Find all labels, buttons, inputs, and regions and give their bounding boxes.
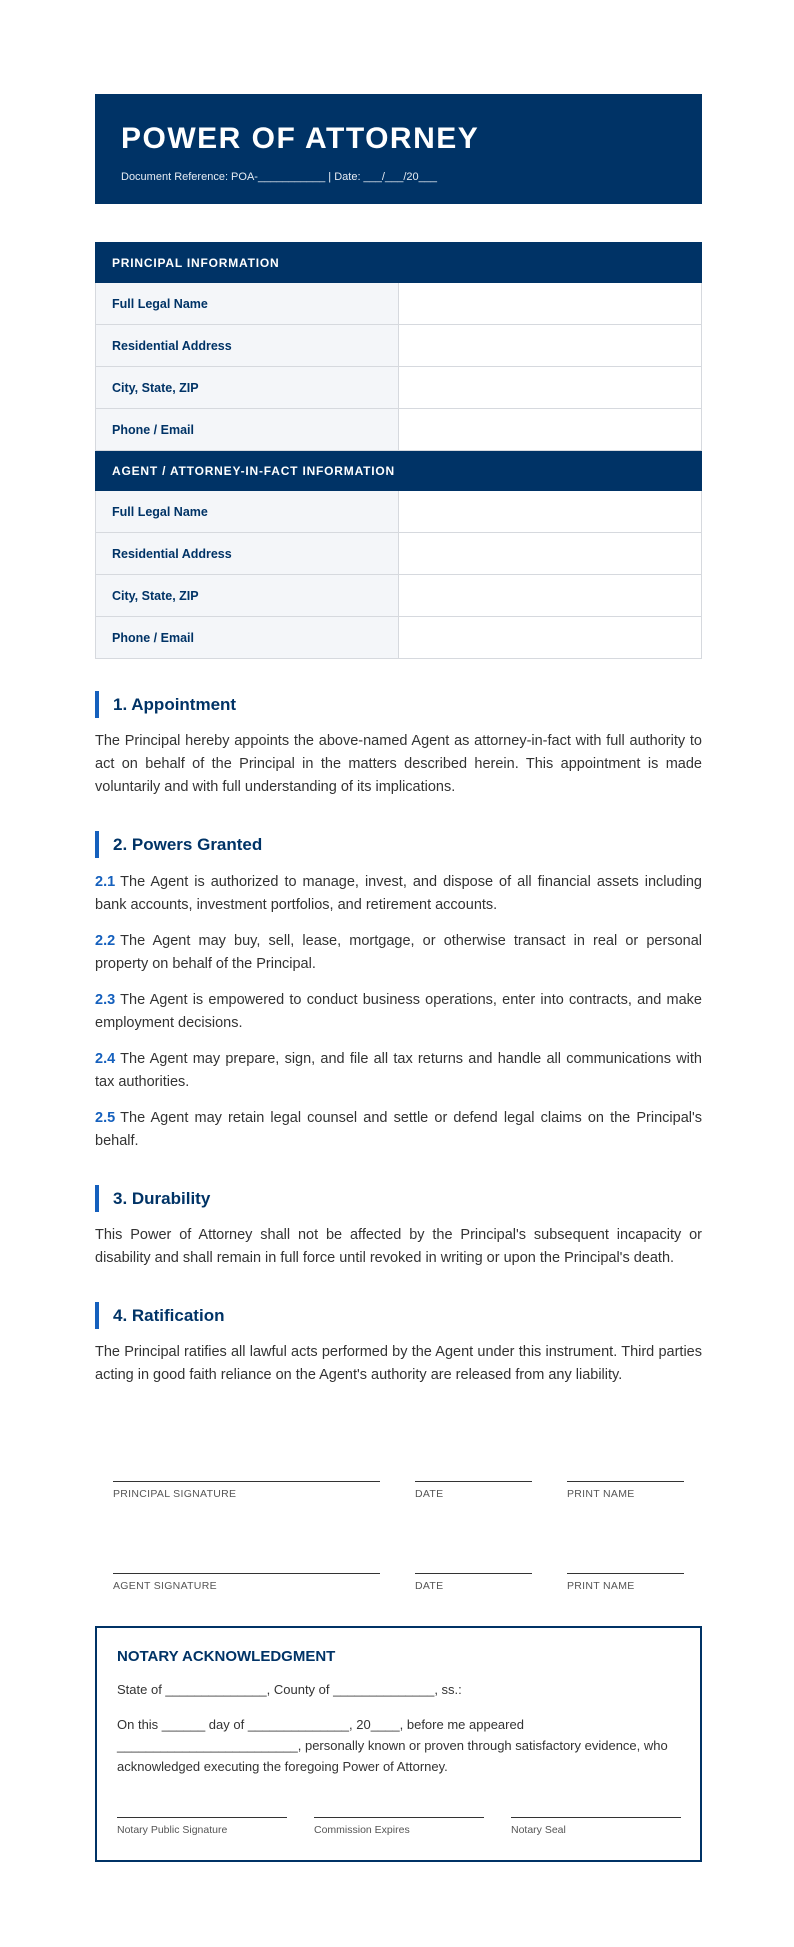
clause: [95, 1107, 702, 1153]
document-header: [95, 94, 702, 204]
signature-line: [415, 1481, 532, 1482]
field-label: Residential Address: [96, 325, 399, 367]
signature-caption: PRINT NAME: [567, 1580, 635, 1592]
section-text: This Power of Attorney shall not be affected by the Principal's subsequent incapacity or disability and shall remain in full force until revoked in writing or upon the Principal's death.: [95, 1227, 702, 1266]
agent-print-name-block[interactable]: [567, 1573, 684, 1592]
clause-text: The Agent may prepare, sign, and file all tax returns and handle all communications with tax authorities.: [95, 1051, 702, 1090]
signature-caption: Notary Seal: [511, 1824, 566, 1836]
principal-print-name-block[interactable]: [567, 1481, 684, 1500]
principal-heading: PRINCIPAL INFORMATION: [96, 243, 702, 283]
principal-contact-field[interactable]: [399, 409, 702, 451]
notary-signature-block[interactable]: [117, 1817, 287, 1836]
field-label: Residential Address: [96, 533, 399, 575]
document-title: POWER OF ATTORNEY: [121, 122, 480, 155]
principal-name-field[interactable]: [399, 283, 702, 325]
principal-row-name: [96, 283, 702, 325]
signature-caption: DATE: [415, 1580, 444, 1592]
agent-contact-field[interactable]: [399, 617, 702, 659]
principal-date-block[interactable]: [415, 1481, 532, 1500]
document-reference: Document Reference: POA-___________ | Date: ___/___/20___: [121, 171, 437, 183]
principal-section-header: [96, 243, 702, 283]
signature-line: [511, 1817, 681, 1818]
agent-section-header: [96, 451, 702, 491]
signature-line: [117, 1817, 287, 1818]
agent-row-city: [96, 575, 702, 617]
notary-title: NOTARY ACKNOWLEDGMENT: [117, 1648, 336, 1665]
party-information-table: [95, 242, 702, 659]
principal-row-address: [96, 325, 702, 367]
agent-row-address: [96, 533, 702, 575]
agent-heading: AGENT / ATTORNEY-IN-FACT INFORMATION: [96, 451, 702, 491]
signature-caption: Notary Public Signature: [117, 1824, 228, 1836]
section-ratification: [95, 1302, 702, 1387]
section-title: 2. Powers Granted: [95, 831, 702, 858]
field-label: Phone / Email: [96, 617, 399, 659]
clause-number: 2.1: [95, 874, 116, 890]
agent-row-contact: [96, 617, 702, 659]
clause-text: The Agent is empowered to conduct business operations, enter into contracts, and make employment decisions.: [95, 992, 702, 1031]
principal-city-field[interactable]: [399, 367, 702, 409]
principal-signature-block[interactable]: [113, 1481, 380, 1500]
section-text: The Principal ratifies all lawful acts performed by the Agent under this instrument. Third parties acting in good faith reliance on the Agent's authority are released from any liability.: [95, 1344, 702, 1383]
clause-text: The Agent is authorized to manage, invest, and dispose of all financial assets including bank accounts, investment portfolios, and retirement accounts.: [95, 874, 702, 913]
clause: [95, 871, 702, 917]
field-label: City, State, ZIP: [96, 575, 399, 617]
signature-line: [567, 1573, 684, 1574]
section-powers: [95, 831, 702, 1153]
field-label: City, State, ZIP: [96, 367, 399, 409]
section-durability: [95, 1185, 702, 1270]
signature-caption: AGENT SIGNATURE: [113, 1580, 217, 1592]
clause: [95, 1048, 702, 1094]
agent-row-name: [96, 491, 702, 533]
signature-line: [113, 1481, 380, 1482]
signature-line: [314, 1817, 484, 1818]
clause-text: The Agent may buy, sell, lease, mortgage, or otherwise transact in real or personal property on behalf of the Principal.: [95, 933, 702, 972]
clause: [95, 989, 702, 1035]
commission-expires-block[interactable]: [314, 1817, 484, 1836]
notary-acknowledgment-box: [95, 1626, 702, 1862]
agent-address-field[interactable]: [399, 533, 702, 575]
section-title: 3. Durability: [95, 1185, 702, 1212]
notary-state-line: State of ______________, County of ______________, ss.:: [117, 1682, 462, 1697]
signature-caption: PRINT NAME: [567, 1488, 635, 1500]
section-text: The Principal hereby appoints the above-named Agent as attorney-in-fact with full authority to act on behalf of the Principal in the matters described herein. This appointment is made voluntarily and with full understanding of its implications.: [95, 733, 702, 795]
clause-number: 2.2: [95, 933, 116, 949]
signature-line: [567, 1481, 684, 1482]
agent-date-block[interactable]: [415, 1573, 532, 1592]
field-label: Full Legal Name: [96, 491, 399, 533]
signature-line: [415, 1573, 532, 1574]
signature-caption: PRINCIPAL SIGNATURE: [113, 1488, 237, 1500]
signature-caption: Commission Expires: [314, 1824, 410, 1836]
signature-caption: DATE: [415, 1488, 444, 1500]
principal-address-field[interactable]: [399, 325, 702, 367]
agent-name-field[interactable]: [399, 491, 702, 533]
field-label: Phone / Email: [96, 409, 399, 451]
section-appointment: [95, 691, 702, 799]
principal-signature-row: [95, 1481, 702, 1573]
clause: [95, 930, 702, 976]
signature-line: [113, 1573, 380, 1574]
document: [95, 94, 702, 1665]
notary-body: On this ______ day of ______________, 20____, before me appeared _________________________, personally known or proven through satisfactory evidence, who acknowledged executing the foregoing Power of Attorney.: [117, 1717, 668, 1774]
section-title: 1. Appointment: [95, 691, 702, 718]
principal-row-city: [96, 367, 702, 409]
section-title: 4. Ratification: [95, 1302, 702, 1329]
clause-text: The Agent may retain legal counsel and settle or defend legal claims on the Principal's behalf.: [95, 1110, 702, 1149]
principal-row-contact: [96, 409, 702, 451]
agent-signature-block[interactable]: [113, 1573, 380, 1592]
clause-number: 2.4: [95, 1051, 116, 1067]
agent-city-field[interactable]: [399, 575, 702, 617]
field-label: Full Legal Name: [96, 283, 399, 325]
notary-seal-block[interactable]: [511, 1817, 681, 1836]
clause-number: 2.3: [95, 992, 116, 1008]
clause-number: 2.5: [95, 1110, 116, 1126]
